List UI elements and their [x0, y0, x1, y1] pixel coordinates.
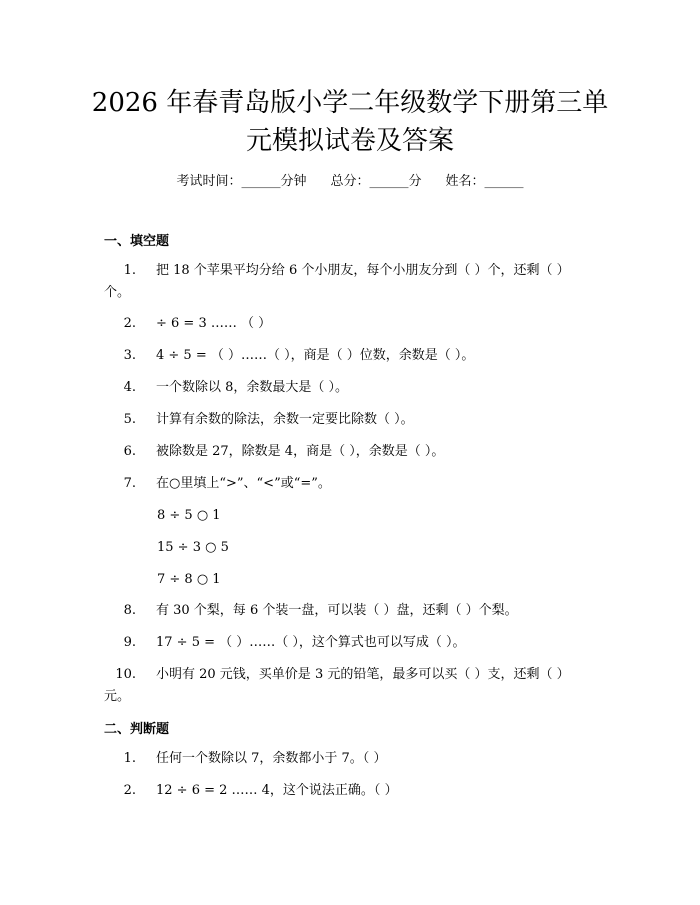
question-text-continued: 元。: [104, 689, 131, 704]
question-2-1: [104, 748, 594, 770]
question-number: 1.: [123, 263, 136, 278]
question-text-continued: 个。: [104, 285, 131, 300]
question-1-4: [104, 377, 594, 399]
question-text: 把 18 个苹果平均分给 6 个小朋友，每个小朋友分到（ ）个，还剩（ ）: [156, 263, 570, 278]
compare-expression-1: 8 ÷ 5 ○ 1: [157, 508, 221, 523]
question-number: 1.: [123, 751, 136, 766]
question-1-7: [104, 473, 594, 495]
title-line-1: 2026 年春青岛版小学二年级数学下册第三单: [91, 88, 609, 118]
question-number: 8.: [123, 603, 136, 618]
question-number: 2.: [123, 316, 136, 331]
compare-expression-3: 7 ÷ 8 ○ 1: [157, 572, 221, 587]
exam-meta: [0, 170, 700, 189]
question-number: 6.: [123, 444, 136, 459]
section-heading-fill-in: 一、填空题: [104, 234, 170, 249]
question-number: 2.: [123, 783, 136, 798]
question-text: 12 ÷ 6 = 2 …… 4，这个说法正确。（ ）: [156, 783, 398, 798]
question-1-10-continued: [104, 686, 594, 708]
question-text: 一个数除以 8，余数最大是（ ）。: [156, 380, 349, 395]
question-text: 4 ÷ 5 = （ ）……（ ），商是（ ）位数，余数是（ ）。: [156, 348, 475, 363]
question-1-10: [104, 664, 594, 686]
question-1-5: [104, 409, 594, 431]
exam-name: 姓名：______: [445, 174, 524, 189]
question-1-1-continued: [104, 282, 594, 304]
compare-expression-2: 15 ÷ 3 ○ 5: [157, 540, 229, 555]
question-number: 4.: [123, 380, 136, 395]
question-1-8: [104, 600, 594, 622]
question-number: 7.: [123, 476, 136, 491]
question-1-2: [104, 313, 594, 335]
title-line-2: 元模拟试卷及答案: [245, 126, 454, 156]
exam-time: 考试时间：______分钟: [176, 174, 307, 189]
question-number: 3.: [123, 348, 136, 363]
question-number: 10.: [115, 667, 136, 682]
question-text: 被除数是 27，除数是 4，商是（ ），余数是（ ）。: [156, 444, 445, 459]
question-text: 任何一个数除以 7，余数都小于 7。（ ）: [156, 751, 387, 766]
question-text: 17 ÷ 5 = （ ）……（ ），这个算式也可以写成（ ）。: [156, 635, 466, 650]
question-1-9: [104, 632, 594, 654]
question-text: 小明有 20 元钱，买单价是 3 元的铅笔，最多可以买（ ）支，还剩（ ）: [156, 667, 570, 682]
page-title: [60, 84, 640, 160]
question-text: 计算有余数的除法，余数一定要比除数（ ）。: [156, 412, 414, 427]
exam-score: 总分：______分: [330, 174, 422, 189]
question-1-3: [104, 345, 594, 367]
question-1-1: [104, 260, 594, 282]
question-1-6: [104, 441, 594, 463]
question-2-2: [104, 780, 594, 802]
question-number: 5.: [123, 412, 136, 427]
question-text: 有 30 个梨，每 6 个装一盘，可以装（ ）盘，还剩（ ）个梨。: [156, 603, 518, 618]
question-text: ÷ 6 = 3 …… （ ）: [156, 316, 272, 331]
question-number: 9.: [123, 635, 136, 650]
section-heading-true-false: 二、判断题: [104, 722, 170, 737]
question-text: 在○里填上“>”、“<”或“=”。: [156, 476, 331, 491]
